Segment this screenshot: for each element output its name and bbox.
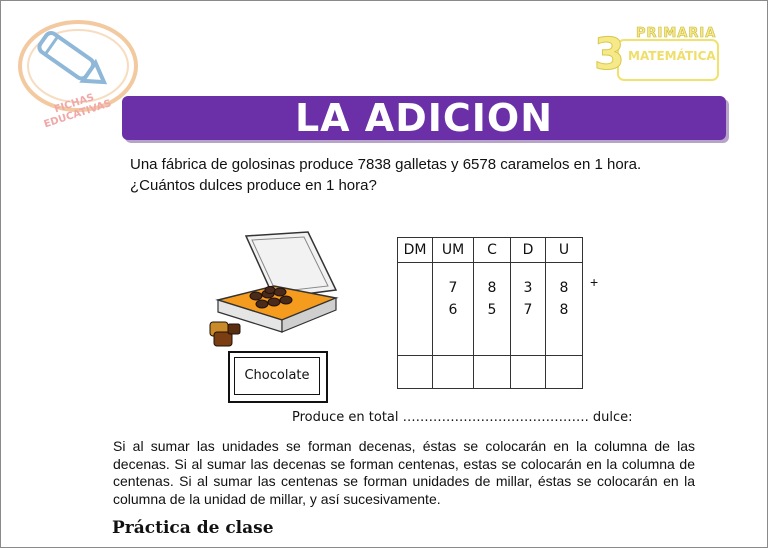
result-cell-d[interactable] [511,356,546,389]
result-cell-c[interactable] [474,356,511,389]
badge-subject: MATEMÁTICA [628,49,716,63]
cell-d: 3 7 [511,263,546,356]
problem-statement [130,154,710,196]
chocolate-label: Chocolate [234,357,320,395]
header-um: UM [433,238,474,263]
result-cell-dm[interactable] [398,356,433,389]
section-heading: Práctica de clase [112,518,274,538]
chocolate-box-illustration [204,228,344,352]
result-cell-um[interactable] [433,356,474,389]
plus-sign: + [590,274,599,290]
chocolate-label-frame [228,351,328,403]
explanation-paragraph: Si al sumar las unidades se forman decenas, éstas se colocarán en la columna de las decenas. Si al sumar las decenas se forman centenas, estas se colocarán en la columna de centenas. Si al sumar las centenas se forman unidades de millar, éstas se colocarán en la columna de la unidad de millar, y así sucesivamente. [113,438,695,507]
cell-c: 8 5 [474,263,511,356]
badge-level: PRIMARIA [636,26,717,41]
header-d: D [511,238,546,263]
place-value-table [397,237,583,389]
problem-line-1: Una fábrica de golosinas produce 7838 galletas y 6578 caramelos en 1 hora. [130,156,642,173]
header-u: U [546,238,583,263]
header-c: C [474,238,511,263]
fichas-educativas-logo [14,14,138,131]
logo-text: FICHAS EDUCATIVAS [42,92,113,131]
page-title: LA ADICION [294,96,554,140]
badge-grade: 3 [594,29,625,80]
problem-line-2: ¿Cuántos dulces produce en 1 hora? [130,177,377,194]
cell-dm [398,263,433,356]
cell-u: 8 8 [546,263,583,356]
result-cell-u[interactable] [546,356,583,389]
cell-um: 7 6 [433,263,474,356]
header-dm: DM [398,238,433,263]
title-bar [122,96,726,140]
total-answer-line: Produce en total ……………………………………. dulce: [292,410,633,425]
